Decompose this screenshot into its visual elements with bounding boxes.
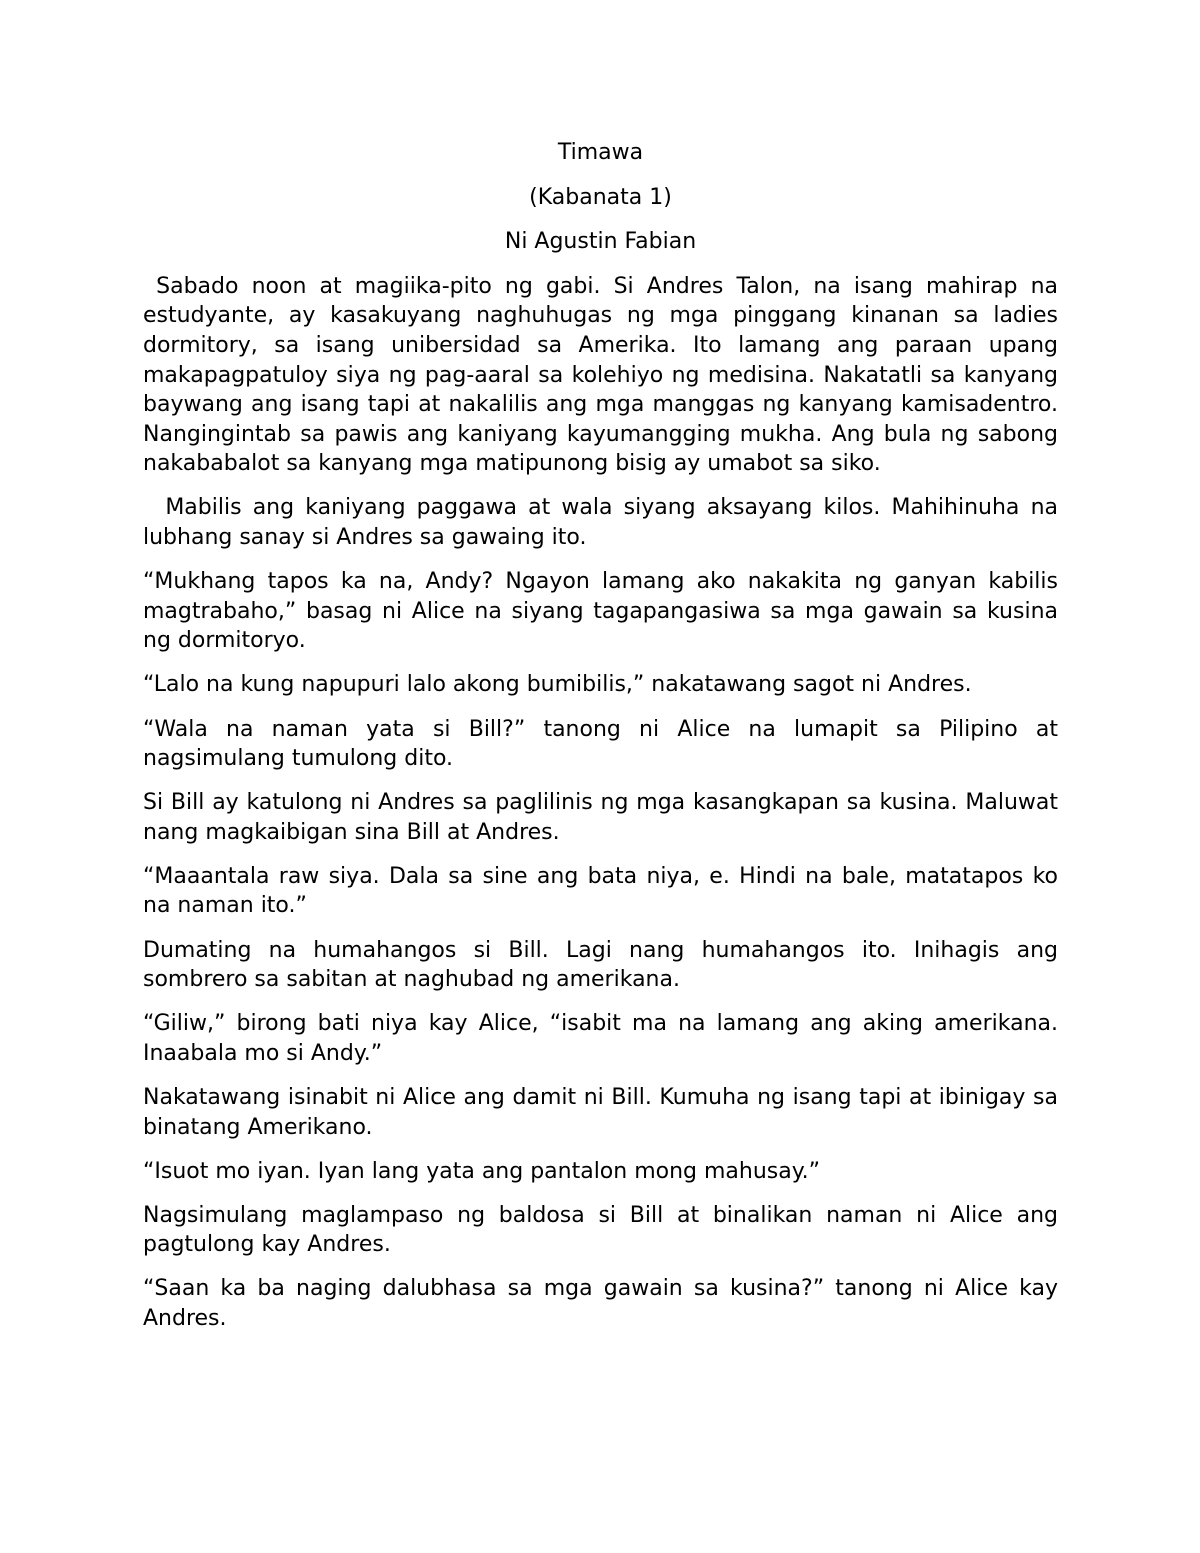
author-line: Ni Agustin Fabian bbox=[504, 229, 697, 255]
paragraph-13: “Saan ka ba naging dalubhasa sa mga gawain sa kusina?” tanong ni Alice kay Andres. bbox=[143, 1276, 1065, 1331]
paragraph-11: “Isuot mo iyan. Iyan lang yata ang pantalon mong mahusay.” bbox=[143, 1158, 821, 1184]
paragraph-5: “Wala na naman yata si Bill?” tanong ni Alice na lumapit sa Pilipino at nagsimulang tumulong dito. bbox=[143, 716, 1065, 772]
document-title: Timawa bbox=[557, 140, 644, 165]
paragraph-6: Si Bill ay katulong ni Andres sa paglilinis ng mga kasangkapan sa kusina. Maluwat nang magkaibigan sina Bill at Andres. bbox=[143, 790, 1065, 845]
paragraph-8: Dumating na humahangos si Bill. Lagi nang humahangos ito. Inihagis ang sombrero sa sabitan at naghubad ng amerikana. bbox=[143, 937, 1065, 993]
paragraph-2: Mabilis ang kaniyang paggawa at wala siyang aksayang kilos. Mahihinuha na lubhang sanay si Andres sa gawaing ito. bbox=[143, 495, 1065, 551]
paragraph-3: “Mukhang tapos ka na, Andy? Ngayon lamang ako nakakita ng ganyan kabilis magtrabaho,” basag ni Alice na siyang tagapangasiwa sa mga gawain sa kusina ng dormitoryo. bbox=[143, 569, 1065, 654]
paragraph-10: Nakatawang isinabit ni Alice ang damit ni Bill. Kumuha ng isang tapi at ibinigay sa binatang Amerikano. bbox=[143, 1084, 1065, 1140]
chapter-label: (Kabanata 1) bbox=[529, 184, 672, 210]
paragraph-12: Nagsimulang maglampaso ng baldosa si Bill at binalikan naman ni Alice ang pagtulong kay Andres. bbox=[143, 1202, 1065, 1258]
document-page bbox=[143, 138, 1066, 1348]
paragraph-7: “Maaantala raw siya. Dala sa sine ang bata niya, e. Hindi na bale, matatapos ko na naman ito.” bbox=[143, 863, 1065, 919]
paragraph-1: Sabado noon at magiika-pito ng gabi. Si Andres Talon, na isang mahirap na estudyante, ay kasakuyang naghuhugas ng mga pinggang kinanan sa ladies dormitory, sa isang unibersidad sa Amerika. Ito lamang ang paraan upang makapagpatuloy siya ng pag-aaral sa kolehiyo ng medisina. Nakatatli sa kanyang baywang ang isang tapi at nakalilis ang mga manggas ng kanyang kamisadentro. Nangingintab sa pawis ang kaniyang kayumangging mukha. Ang bula ng sabong nakababalot sa kanyang mga matipunong bisig ay umabot sa siko. bbox=[143, 273, 1066, 477]
paragraph-9: “Giliw,” birong bati niya kay Alice, “isabit ma na lamang ang aking amerikana. Inaabala mo si Andy.” bbox=[143, 1011, 1065, 1066]
paragraph-4: “Lalo na kung napupuri lalo akong bumibilis,” nakatawang sagot ni Andres. bbox=[143, 672, 972, 698]
